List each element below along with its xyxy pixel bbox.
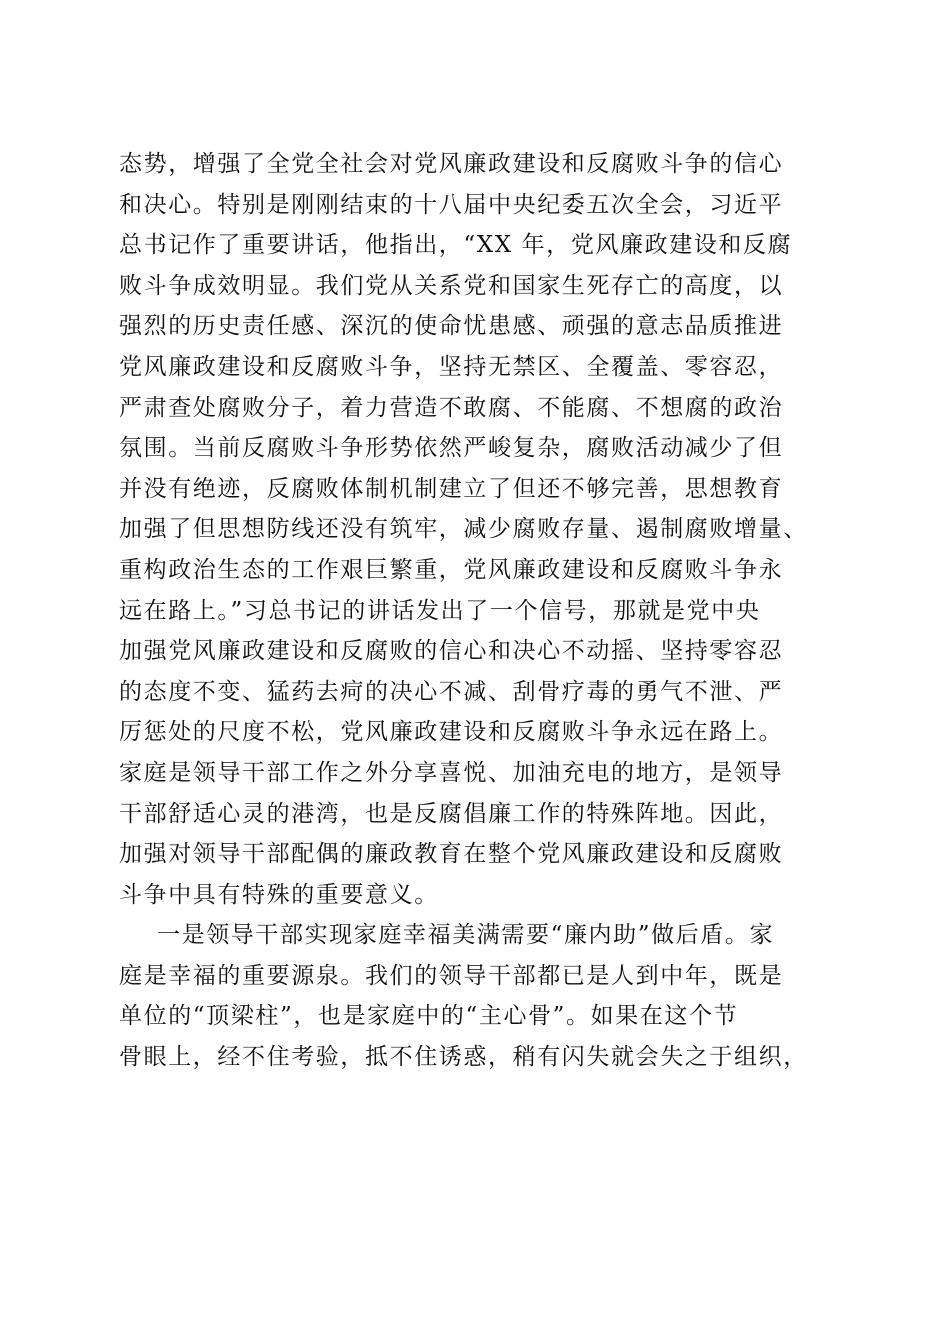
text-line: 庭是幸福的重要源泉。我们的领导干部都已是人到中年，既是 [119,962,784,989]
text-line: 氛围。当前反腐败斗争形势依然严峻复杂，腐败活动减少了但 [119,435,784,462]
text-line: 态势，增强了全党全社会对党风廉政建设和反腐败斗争的信心 [119,151,784,177]
body-text [119,144,859,1078]
text-line: 厉惩处的尺度不松，党风廉政建设和反腐败斗争永远在路上。 [119,719,784,746]
text-line: 家庭是领导干部工作之外分享喜悦、加油充电的地方，是领导 [119,759,784,786]
text-line: 败斗争成效明显。我们党从关系党和国家生死存亡的高度，以 [119,272,784,299]
paragraph-start-line: 一是领导干部实现家庭幸福美满需要“廉内助”做后盾。家 [157,922,775,949]
text-line: 单位的“顶梁柱”，也是家庭中的“主心骨”。如果在这个节 [119,1003,739,1030]
text-line: 远在路上。”习总书记的讲话发出了一个信号，那就是党中央 [119,597,761,624]
text-line: 总书记作了重要讲话，他指出，“XX 年，党风廉政建设和反腐 [119,232,793,259]
text-line: 加强了但思想防线还没有筑牢，减少腐败存量、遏制腐败增量、 [119,516,808,543]
text-line: 党风廉政建设和反腐败斗争，坚持无禁区、全覆盖、零容忍， [119,353,784,380]
text-line: 干部舒适心灵的港湾，也是反腐倡廉工作的特殊阵地。因此， [119,800,784,827]
text-line: 的态度不变、猛药去疴的决心不减、刮骨疗毒的勇气不泄、严 [119,678,784,705]
text-line: 重构政治生态的工作艰巨繁重，党风廉政建设和反腐败斗争永 [119,556,784,583]
text-line: 强烈的历史责任感、深沉的使命忧患感、顽强的意志品质推进 [119,313,784,340]
text-line: 加强对领导干部配偶的廉政教育在整个党风廉政建设和反腐败 [119,841,784,868]
text-line: 和决心。特别是刚刚结束的十八届中央纪委五次全会，习近平 [119,191,784,218]
text-line: 严肃查处腐败分子，着力营造不敢腐、不能腐、不想腐的政治 [119,394,784,421]
text-line: 骨眼上，经不住考验，抵不住诱惑，稍有闪失就会失之于组织， [119,1044,808,1071]
text-line: 斗争中具有特殊的重要意义。 [119,881,439,908]
text-line: 加强党风廉政建设和反腐败的信心和决心不动摇、坚持零容忍 [119,638,784,665]
text-line: 并没有绝迹，反腐败体制机制建立了但还不够完善，思想教育 [119,475,784,502]
